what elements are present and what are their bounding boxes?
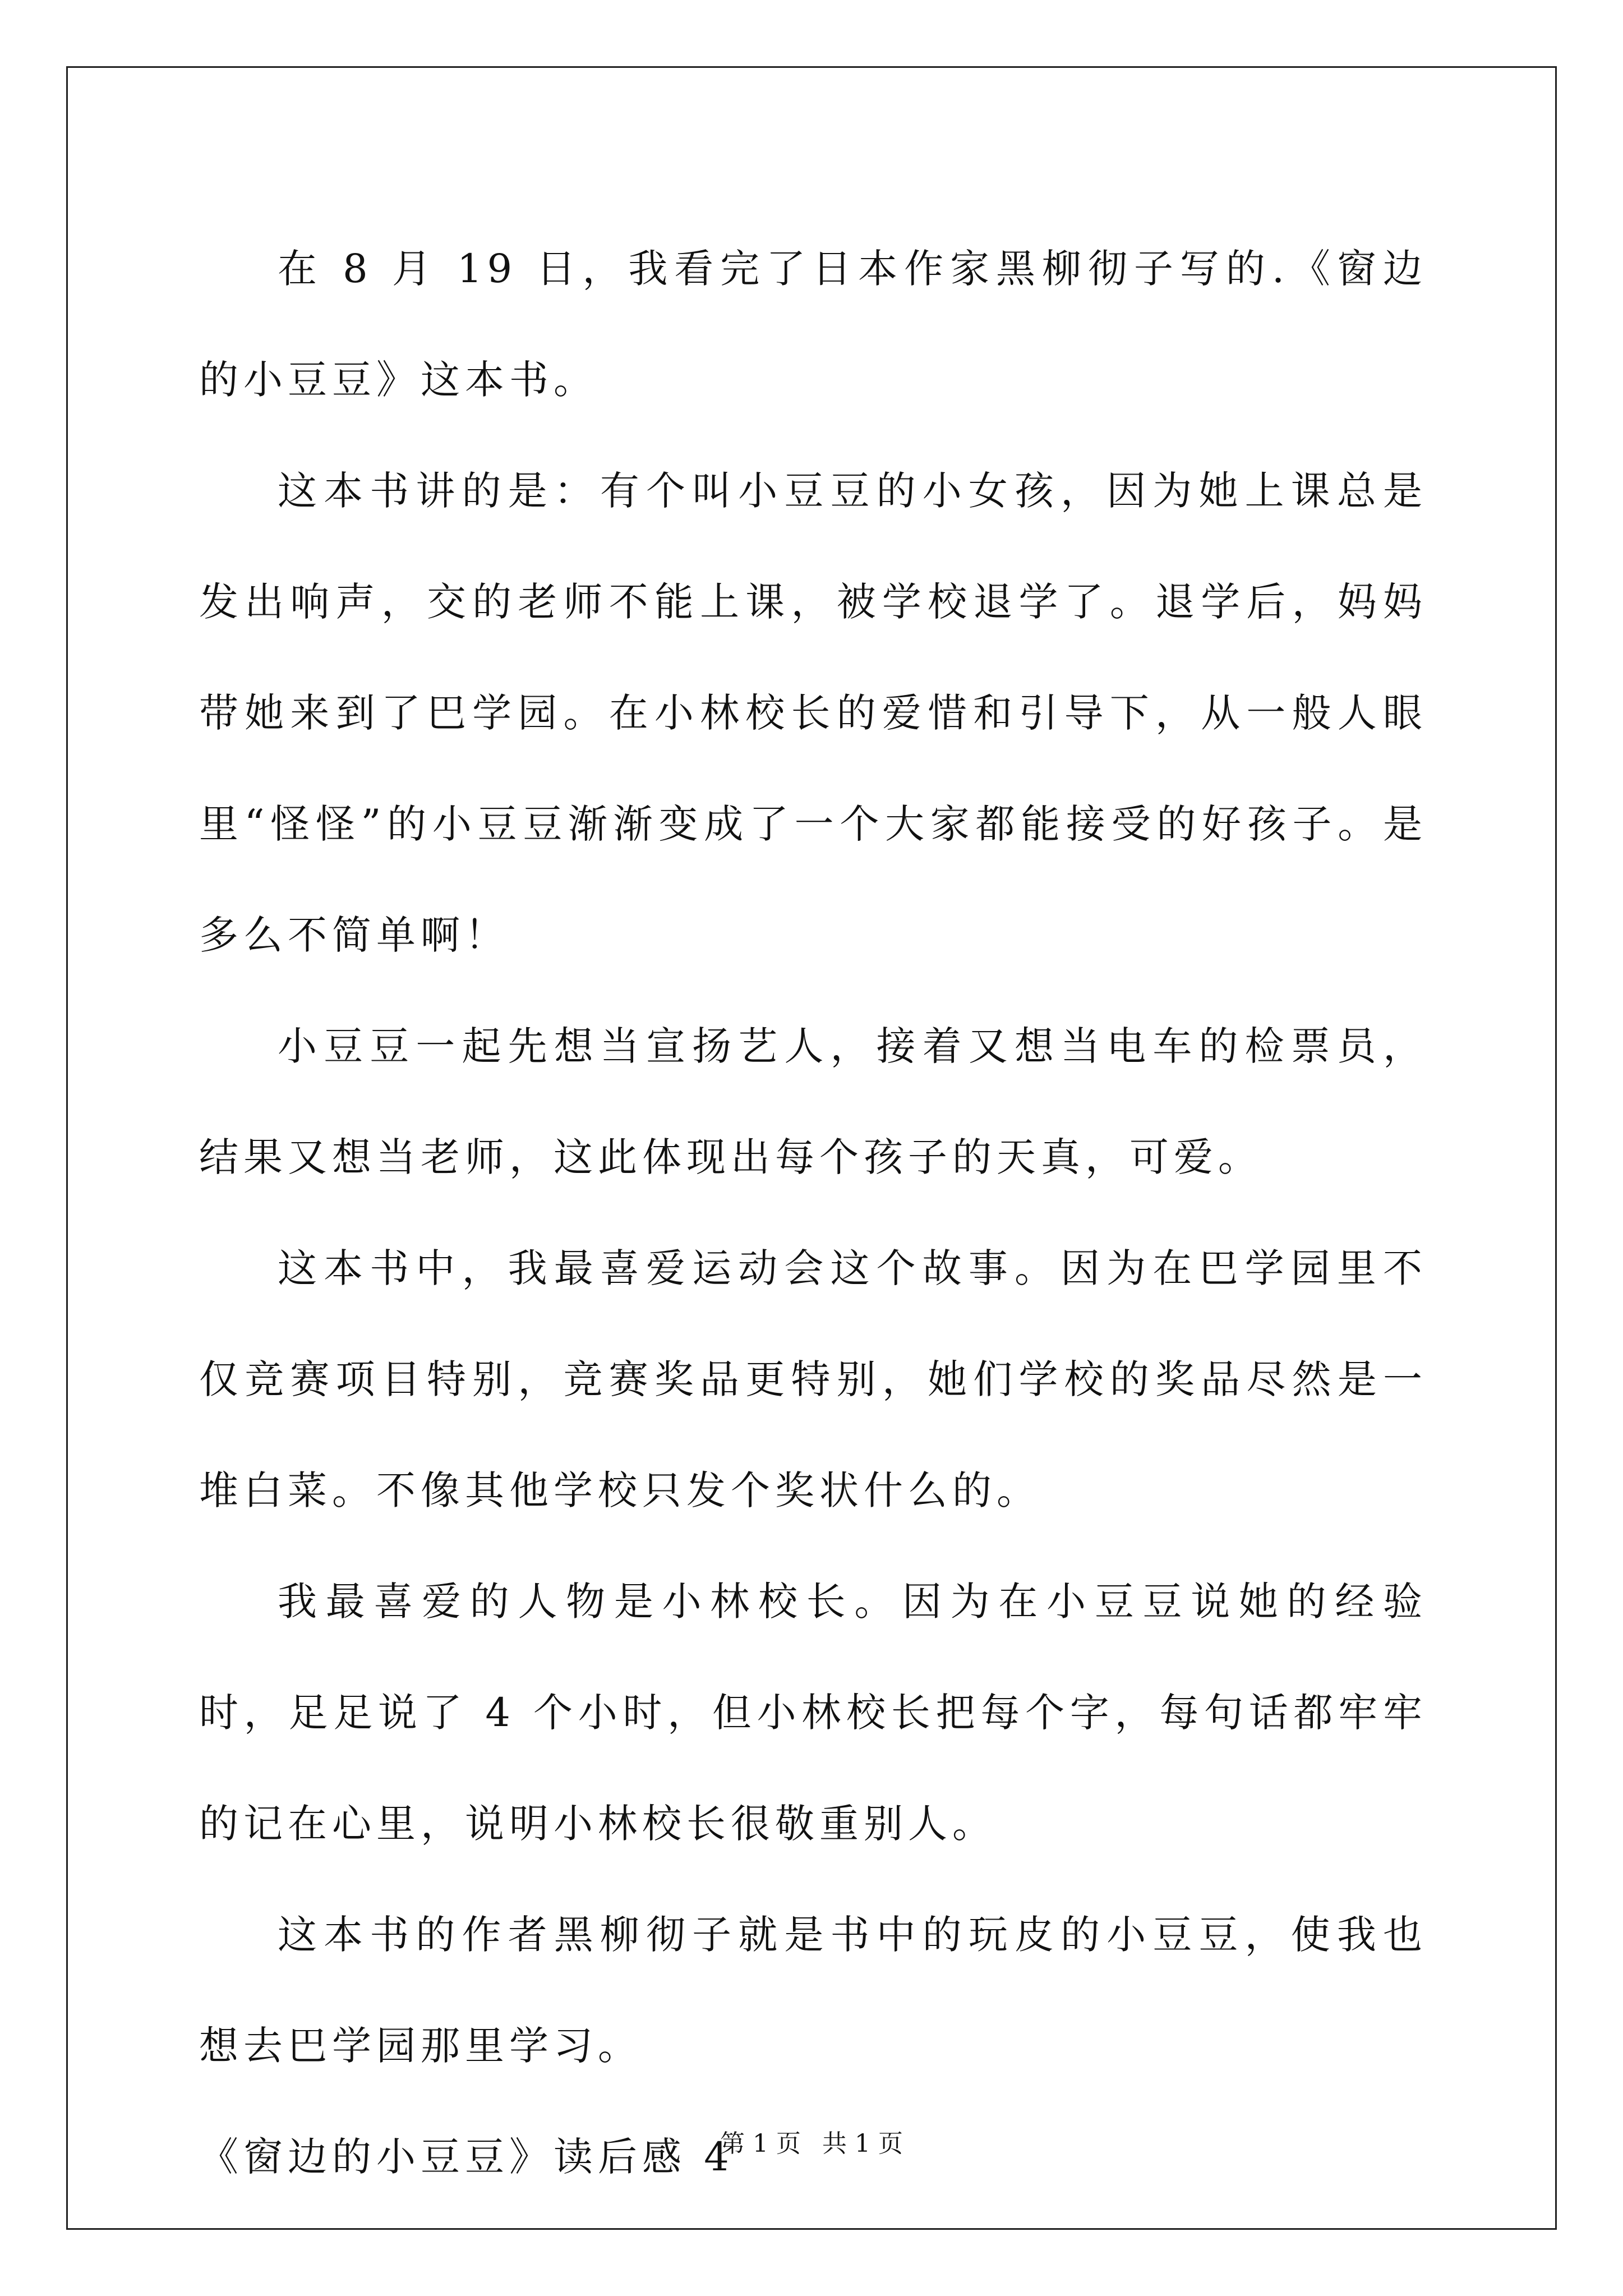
- paragraph-5: 我最喜爱的人物是小林校长。因为在小豆豆说她的经验时，足足说了 4 个小时，但小林校长把每个字，每句话都牢牢的记在心里，说明小林校长很敬重别人。: [199, 1579, 1427, 1847]
- page-number-total: 共 1 页: [822, 2129, 903, 2158]
- document-body: [199, 213, 1427, 2212]
- section-heading: 《窗边的小豆豆》读后感 4: [199, 2134, 734, 2180]
- paragraph-4: 这本书中，我最喜爱运动会这个故事。因为在巴学园里不仅竞赛项目特别，竞赛奖品更特别，她们学校的奖品尽然是一堆白菜。不像其他学校只发个奖状什么的。: [199, 1245, 1427, 1513]
- paragraph-6: 这本书的作者黑柳彻子就是书中的玩皮的小豆豆，使我也想去巴学园那里学习。: [199, 1912, 1427, 2069]
- paragraph-3: 小豆豆一起先想当宣扬艺人，接着又想当电车的检票员，结果又想当老师，这此体现出每个孩子的天真，可爱。: [199, 1023, 1427, 1180]
- paragraph-2: 这本书讲的是：有个叫小豆豆的小女孩，因为她上课总是发出响声，交的老师不能上课，被学校退学了。退学后，妈妈带她来到了巴学园。在小林校长的爱惜和引导下，从一般人眼里“怪怪”的小豆豆渐渐变成了一个大家都能接受的好孩子。是多么不简单啊！: [199, 468, 1427, 958]
- page-footer: [0, 2127, 1623, 2161]
- page-number-current: 第 1 页: [720, 2129, 801, 2158]
- paragraph-1: 在 8 月 19 日，我看完了日本作家黑柳彻子写的.《窗边的小豆豆》这本书。: [199, 246, 1427, 403]
